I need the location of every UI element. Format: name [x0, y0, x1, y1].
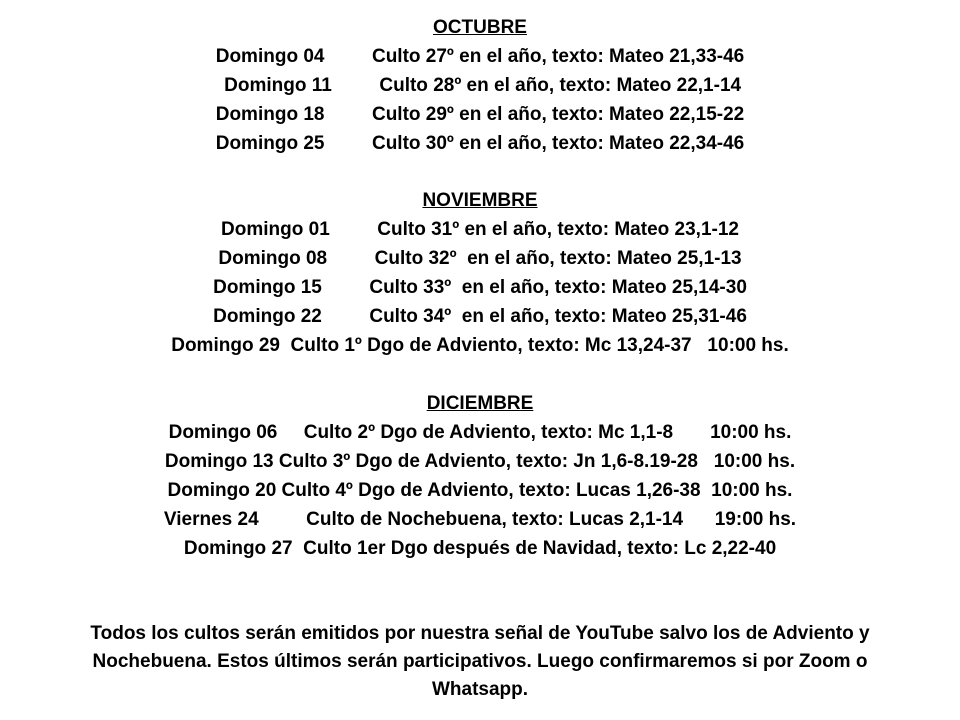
- schedule-entry: Domingo 01 Culto 31º en el año, texto: Mateo 23,1-12: [221, 219, 739, 240]
- month-heading-diciembre: DICIEMBRE: [426, 393, 534, 414]
- schedule-entry: Domingo 15 Culto 33º en el año, texto: Mateo 25,14-30: [213, 277, 747, 298]
- schedule-entry: Domingo 08 Culto 32º en el año, texto: Mateo 25,1-13: [218, 248, 742, 269]
- schedule-entry: Domingo 27 Culto 1er Dgo después de Navidad, texto: Lc 2,22-40: [183, 538, 777, 559]
- schedule-entry: Domingo 13 Culto 3º Dgo de Adviento, texto: Jn 1,6-8.19-28 10:00 hs.: [164, 451, 796, 472]
- schedule-entry: Domingo 06 Culto 2º Dgo de Adviento, texto: Mc 1,1-8 10:00 hs.: [168, 422, 792, 443]
- schedule-entry: Domingo 04 Culto 27º en el año, texto: Mateo 21,33-46: [215, 46, 745, 67]
- schedule-entry: Domingo 22 Culto 34º en el año, texto: Mateo 25,31-46: [213, 306, 747, 327]
- schedule-entry: Domingo 20 Culto 4º Dgo de Adviento, texto: Lucas 1,26-38 10:00 hs.: [167, 480, 793, 501]
- month-heading-noviembre: NOVIEMBRE: [422, 190, 538, 211]
- schedule-entry: Domingo 11 Culto 28º en el año, texto: Mateo 22,1-14: [218, 75, 742, 96]
- schedule-entry: Domingo 18 Culto 29º en el año, texto: Mateo 22,15-22: [215, 104, 745, 125]
- schedule-entry: Viernes 24 Culto de Nochebuena, texto: Lucas 2,1-14 19:00 hs.: [163, 509, 797, 530]
- schedule-entry: Domingo 29 Culto 1º Dgo de Adviento, texto: Mc 13,24-37 10:00 hs.: [171, 335, 789, 356]
- schedule-entry: Domingo 25 Culto 30º en el año, texto: Mateo 22,34-46: [215, 133, 745, 154]
- footer-note: Todos los cultos serán emitidos por nuestra señal de YouTube salvo los de Adviento y Nochebuena. Estos últimos serán participativos. Luego confirmaremos si por Zoom o Whatsapp.: [90, 623, 870, 700]
- month-heading-octubre: OCTUBRE: [433, 17, 527, 38]
